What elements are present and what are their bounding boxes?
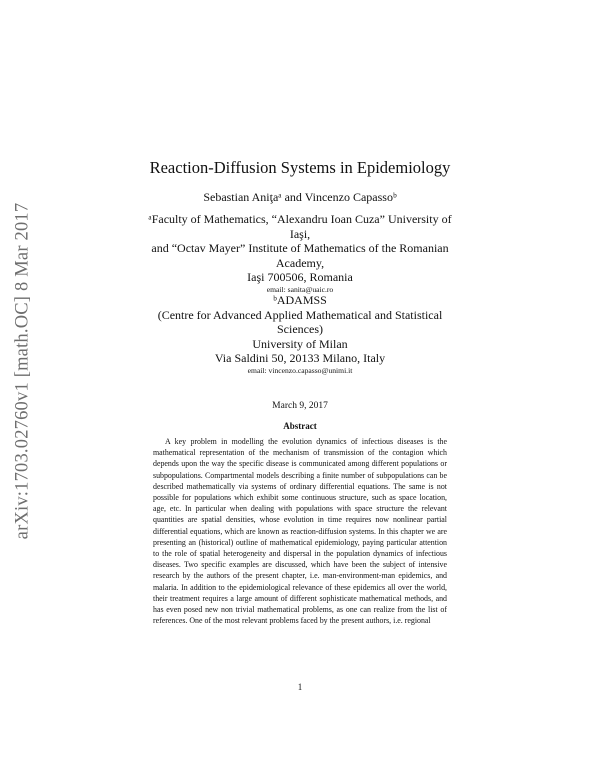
- affiliation-line: Via Saldini 50, 20133 Milano, Italy: [214, 351, 386, 365]
- affiliation-line: ᵇADAMSS: [273, 293, 327, 307]
- affiliation-a: [140, 212, 460, 285]
- affiliation-line: University of Milan: [252, 336, 348, 351]
- affiliation-line: and “Octav Mayer” Institute of Mathematics of the Romanian: [151, 241, 449, 255]
- affiliation-line: (Centre for Advanced Applied Mathematical and Statistical: [157, 307, 443, 322]
- abstract-body: A key problem in modelling the evolution dynamics of infectious diseases is the mathematical representation of the mechanism of transmission of the contagion which depends upon the way the specific disease is communicated among different populations or subpopulations. Compartmental models describing a finite number of subpopulations can be described mathematically via systems of ordinary differential equations. The same is not possible for populations which exhibit some continuous structure, such as space location, age, etc. In particular when dealing with populations with space structure the relevant quantities are spatial densities, whose evolution in time requires now nonlinear partial differential equations, which are known as reaction-diffusion systems. In this chapter we are presenting an (historical) outline of mathematical epidemiology, paying particular attention to the role of spatial heterogeneity and dispersal in the population dynamics of infectious diseases. Two specific examples are discussed, which have been the subject of intensive research by the authors of the present chapter, i.e. man-environment-man epidemics, and malaria. In addition to the epidemiological relevance of these epidemics all over the world, their treatment requires a large amount of different sophisticate mathematical methods, and has even posed new non trivial mathematical problems, as one can realize from the list of references. One of the most relevant problems faced by the present authors, i.e. regional: [153, 437, 447, 626]
- email-a: email: sanita@uaic.ro: [266, 285, 334, 294]
- email-b: email: vincenzo.capasso@unimi.it: [247, 366, 353, 375]
- arxiv-stamp: [8, 176, 38, 566]
- page-number: 1: [297, 682, 303, 692]
- affiliation-line: Iaşi,: [289, 226, 311, 241]
- affiliation-line: Academy,: [275, 255, 325, 270]
- affiliation-b: [140, 293, 460, 366]
- affiliation-line: Iaşi 700506, Romania: [247, 270, 353, 284]
- abstract-heading: Abstract: [283, 421, 317, 431]
- paper-title: Reaction-Diffusion Systems in Epidemiology: [149, 158, 451, 177]
- paper-date: March 9, 2017: [272, 401, 328, 411]
- arxiv-stamp-text: arXiv:1703.02760v1 [math.OC] 8 Mar 2017: [12, 202, 33, 540]
- paper-authors: Sebastian Aniţaᵃ and Vincenzo Capassoᵇ: [203, 190, 397, 204]
- affiliation-line: ᵃFaculty of Mathematics, “Alexandru Ioan Cuza” University of: [148, 212, 452, 226]
- affiliation-line: Sciences): [277, 322, 323, 336]
